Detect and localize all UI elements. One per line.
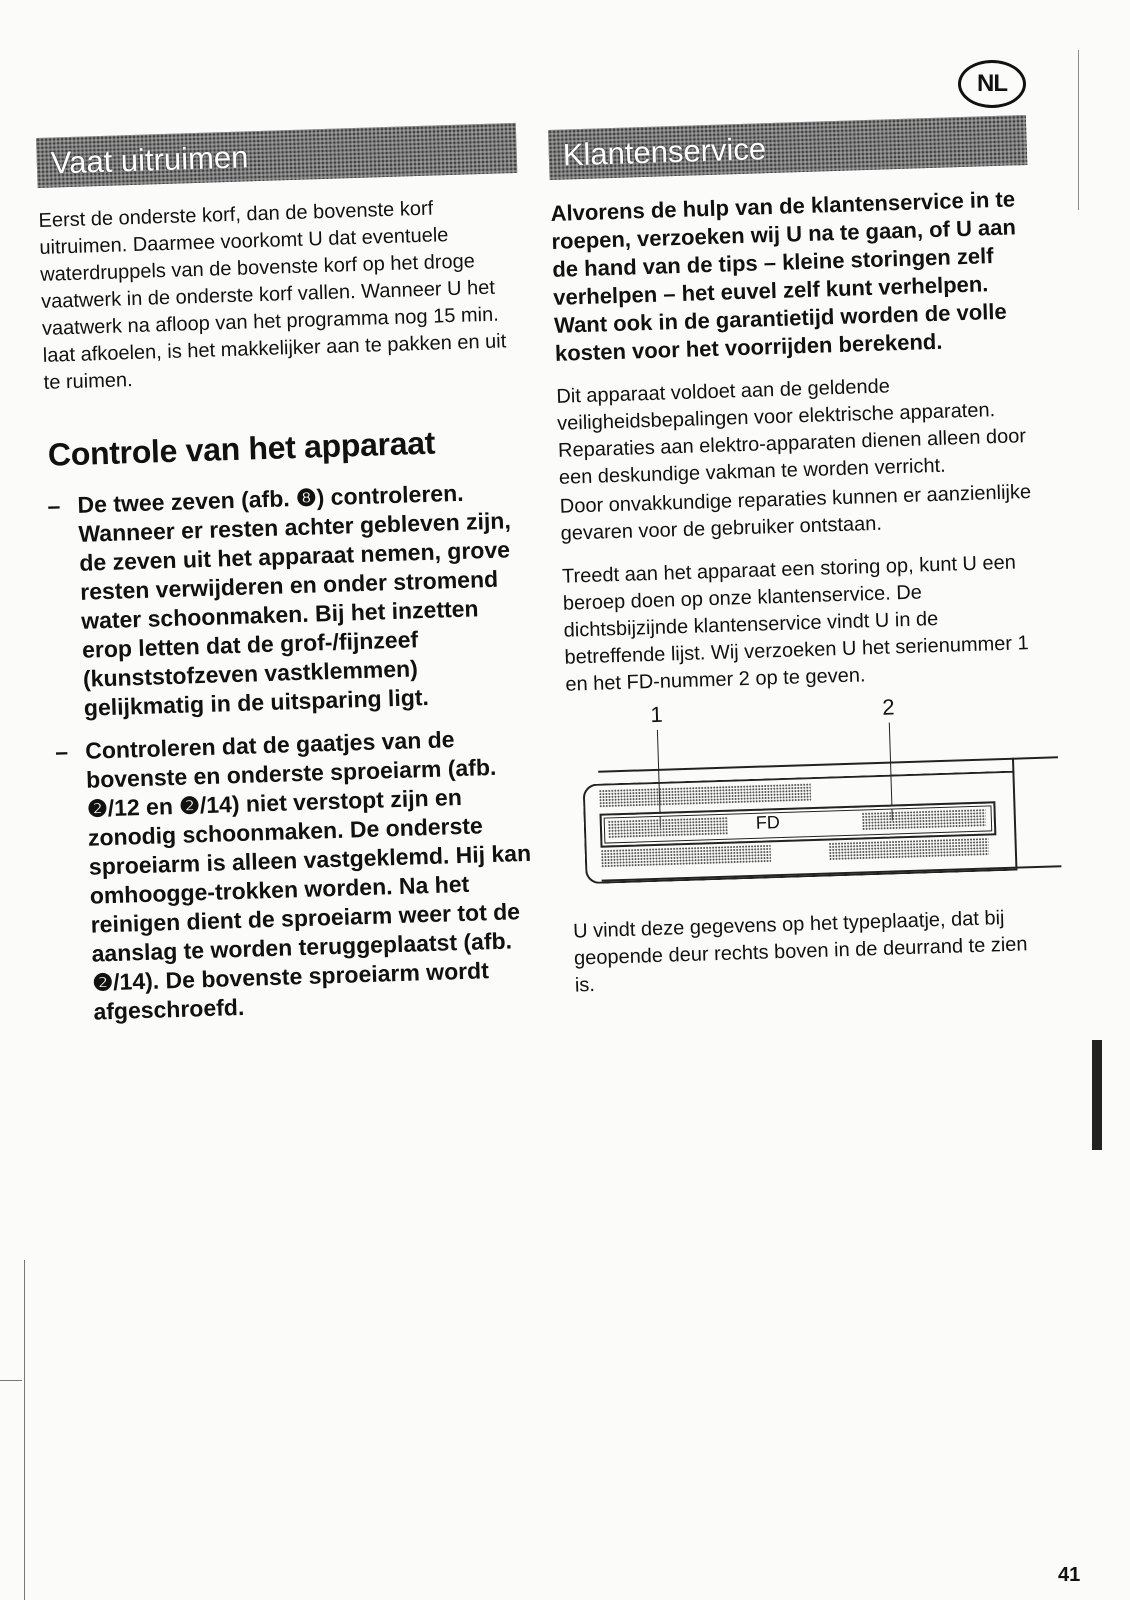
list-item-text: Controleren dat de gaatjes van de bovenste en onderste sproeiarm (afb. ❷/12 en ❷/14) niet verstopt zijn en zonodig schoonmaken. De onderste sproeiarm is alleen vastgeklemd. Hij kan omhoogge-trokken worden. Na het reinigen dient de sproeiarm weer tot de aanslag te worden teruggeplaatst (afb. ❷/14). De bovenste sproeiarm wordt afgeschroefd.	[84, 726, 532, 1025]
serial-number-label: 1	[650, 701, 664, 728]
plate-fd-text: FD	[755, 812, 781, 833]
plate-location-paragraph: U vindt deze gegevens op het typeplaatje, dat bij geopende deur rechts boven in de deurrand te zien is.	[572, 907, 1028, 997]
heading-controle: Controle van het apparaat	[47, 424, 436, 473]
page-number: 41	[1058, 1564, 1081, 1586]
hazard-paragraph: Door onvakkundige reparaties kunnen er aanzienlijke gevaren voor de gebruiker ontstaan.	[559, 481, 1032, 545]
list-dash: –	[47, 492, 61, 519]
left-column	[36, 123, 544, 1042]
plate-top-edge	[598, 756, 1058, 772]
type-plate-figure	[566, 690, 1050, 915]
section-title-vaat-uitruimen: Vaat uitruimen	[36, 123, 517, 188]
safety-paragraph: Dit apparaat voldoet aan de geldende veiligheidsbepalingen voor elektrische apparaten. Reparaties aan elektro-apparaten dienen alleen door een deskundige vakman te worden verricht.	[556, 375, 1027, 489]
service-paragraph: Treedt aan het apparaat een storing op, kunt U een beroep doen op onze klantenservice. De dichtsbijzijnde klantenservice vindt U in de betreffende lijst. Wij verzoeken U het serienummer 1 en het FD-nummer 2 op te geven.	[561, 551, 1029, 696]
edge-line	[1078, 50, 1079, 210]
list-item	[47, 477, 534, 724]
right-column	[548, 115, 1053, 1000]
list-dash: –	[54, 738, 69, 765]
unloading-intro: Eerst de onderste korf, dan de bovenste korf uitruimen. Daarmee voorkomt U dat eventuele waterdruppels van de bovenste korf op het droge vaatwerk in de onderste korf vallen. Wanneer U het vaatwerk na afloop van het programma nog 15 min. laat afkoelen, is het makkelijker aan te pakken en uit te ruimen.	[38, 197, 507, 394]
section-title-klantenservice: Klantenservice	[548, 115, 1027, 180]
service-warning: Alvorens de hulp van de klantenservice in te roepen, verzoeken wij U na te gaan, of U aan de hand van de tips – kleine storingen zelf verhelpen – het euvel zelf kunt verhelpen. Want ook in de garantietijd worden de volle kosten voor het voorrijden berekend.	[550, 186, 1017, 366]
edge-line	[0, 1380, 22, 1381]
list-item-text: De twee zeven (afb. ❽) controleren. Wanneer er resten achter gebleven zijn, de zeven uit het apparaat nemen, grove resten verwijderen en onder stromend water schoonmaken. Bij het inzetten erop letten dat de grof-/fijnzeef (kunststofzeven vastklemmen) gelijkmatig in de uitsparing ligt.	[77, 479, 512, 721]
list-item	[55, 723, 544, 1028]
binding-mark	[1092, 1040, 1102, 1150]
edge-line	[24, 1260, 25, 1600]
language-badge: NL	[958, 60, 1026, 108]
serial-field-hatch	[608, 817, 729, 839]
fd-number-label: 2	[881, 694, 895, 720]
